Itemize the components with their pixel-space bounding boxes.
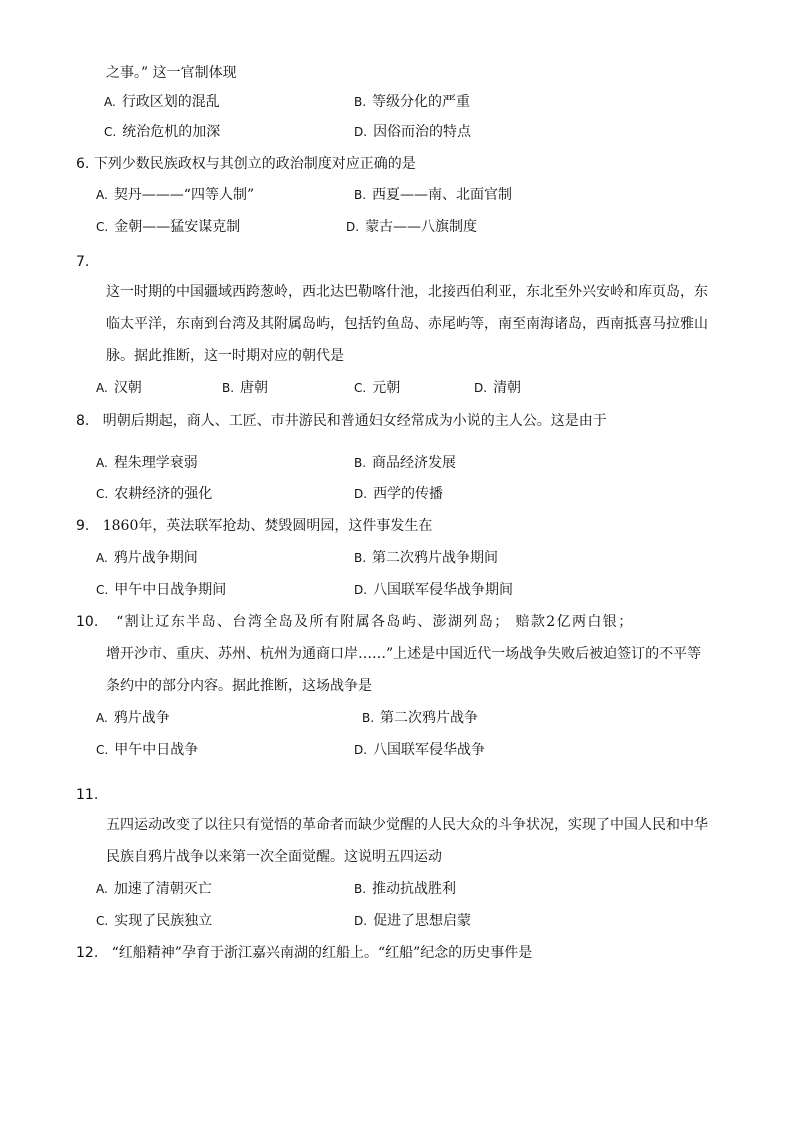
q5-option-d: D. 因俗而治的特点 (354, 124, 472, 140)
q5-option-c: C. 统治危机的加深 (104, 124, 221, 140)
q10-option-a: A. 鸦片战争 (96, 710, 170, 726)
question-7-number: 7. (76, 254, 90, 270)
q8-option-d: D. 西学的传播 (354, 486, 444, 502)
question-11-stem-line-2: 民族自鸦片战争以来第一次全面觉醒。这说明五四运动 (106, 849, 442, 865)
q11-option-c: C. 实现了民族独立 (96, 913, 213, 929)
q8-option-a: A. 程朱理学衰弱 (96, 455, 198, 471)
q10-option-b: B. 第二次鸦片战争 (362, 710, 479, 726)
question-10-stem-line-2: 增开沙市、重庆、苏州、杭州为通商口岸……”上述是中国近代一场战争失败后被迫签订的不平等 (106, 646, 702, 662)
q10-option-d: D. 八国联军侵华战争 (354, 742, 486, 758)
q9-option-c: C. 甲午中日战争期间 (96, 582, 227, 598)
q6-option-a: A. 契丹———“四等人制” (96, 187, 255, 203)
q9-option-d: D. 八国联军侵华战争期间 (354, 582, 514, 598)
q9-option-b: B. 第二次鸦片战争期间 (354, 550, 499, 566)
question-10-stem-line-3: 条约中的部分内容。据此推断，这场战争是 (106, 678, 372, 694)
q6-option-d: D. 蒙古——八旗制度 (346, 219, 478, 235)
q5-option-a: A. 行政区划的混乱 (104, 94, 220, 110)
q9-option-a: A. 鸦片战争期间 (96, 550, 198, 566)
question-6-stem: 6. 下列少数民族政权与其创立的政治制度对应正确的是 (76, 156, 416, 172)
question-9-stem: 9. 1860年，英法联军抢劫、焚毁圆明园，这件事发生在 (76, 518, 433, 534)
q10-option-c: C. 甲午中日战争 (96, 742, 199, 758)
q7-option-b: B. 唐朝 (222, 380, 269, 396)
question-10-stem-line-1: 10. “割让辽东半岛、台湾全岛及所有附属各岛屿、澎湖列岛； 赔款2亿两白银； (76, 614, 634, 630)
q11-option-d: D. 促进了思想启蒙 (354, 913, 472, 929)
q11-option-a: A. 加速了清朝灭亡 (96, 881, 212, 897)
question-7-stem-line-1: 这一时期的中国疆域西跨葱岭，西北达巴勒喀什池，北接西伯利亚，东北至外兴安岭和库页岛，东 (106, 284, 708, 300)
q7-option-c: C. 元朝 (354, 380, 401, 396)
question-7-stem-line-3: 脉。据此推断，这一时期对应的朝代是 (106, 348, 344, 364)
q11-option-b: B. 推动抗战胜利 (354, 881, 457, 897)
q8-option-c: C. 农耕经济的强化 (96, 486, 213, 502)
question-8-stem: 8. 明朝后期起，商人、工匠、市井游民和普通妇女经常成为小说的主人公。这是由于 (76, 413, 607, 429)
q8-option-b: B. 商品经济发展 (354, 455, 457, 471)
question-12-stem: 12. “红船精神”孕育于浙江嘉兴南湖的红船上。“红船”纪念的历史事件是 (76, 945, 533, 961)
q5-option-b: B. 等级分化的严重 (354, 94, 471, 110)
question-11-stem-line-1: 五四运动改变了以往只有觉悟的革命者而缺少觉醒的人民大众的斗争状况，实现了中国人民和中华 (106, 817, 708, 833)
question-7-stem-line-2: 临太平洋，东南到台湾及其附属岛屿，包括钓鱼岛、赤尾屿等，南至南海诸岛，西南抵喜马拉雅山 (106, 316, 708, 332)
q7-option-d: D. 清朝 (474, 380, 522, 396)
question-11-number: 11. (76, 787, 99, 803)
q7-option-a: A. 汉朝 (96, 380, 142, 396)
question-5-stem-end: 之事。” 这一官制体现 (106, 65, 237, 81)
q6-option-b: B. 西夏——南、北面官制 (354, 187, 513, 203)
q6-option-c: C. 金朝——猛安谋克制 (96, 219, 241, 235)
